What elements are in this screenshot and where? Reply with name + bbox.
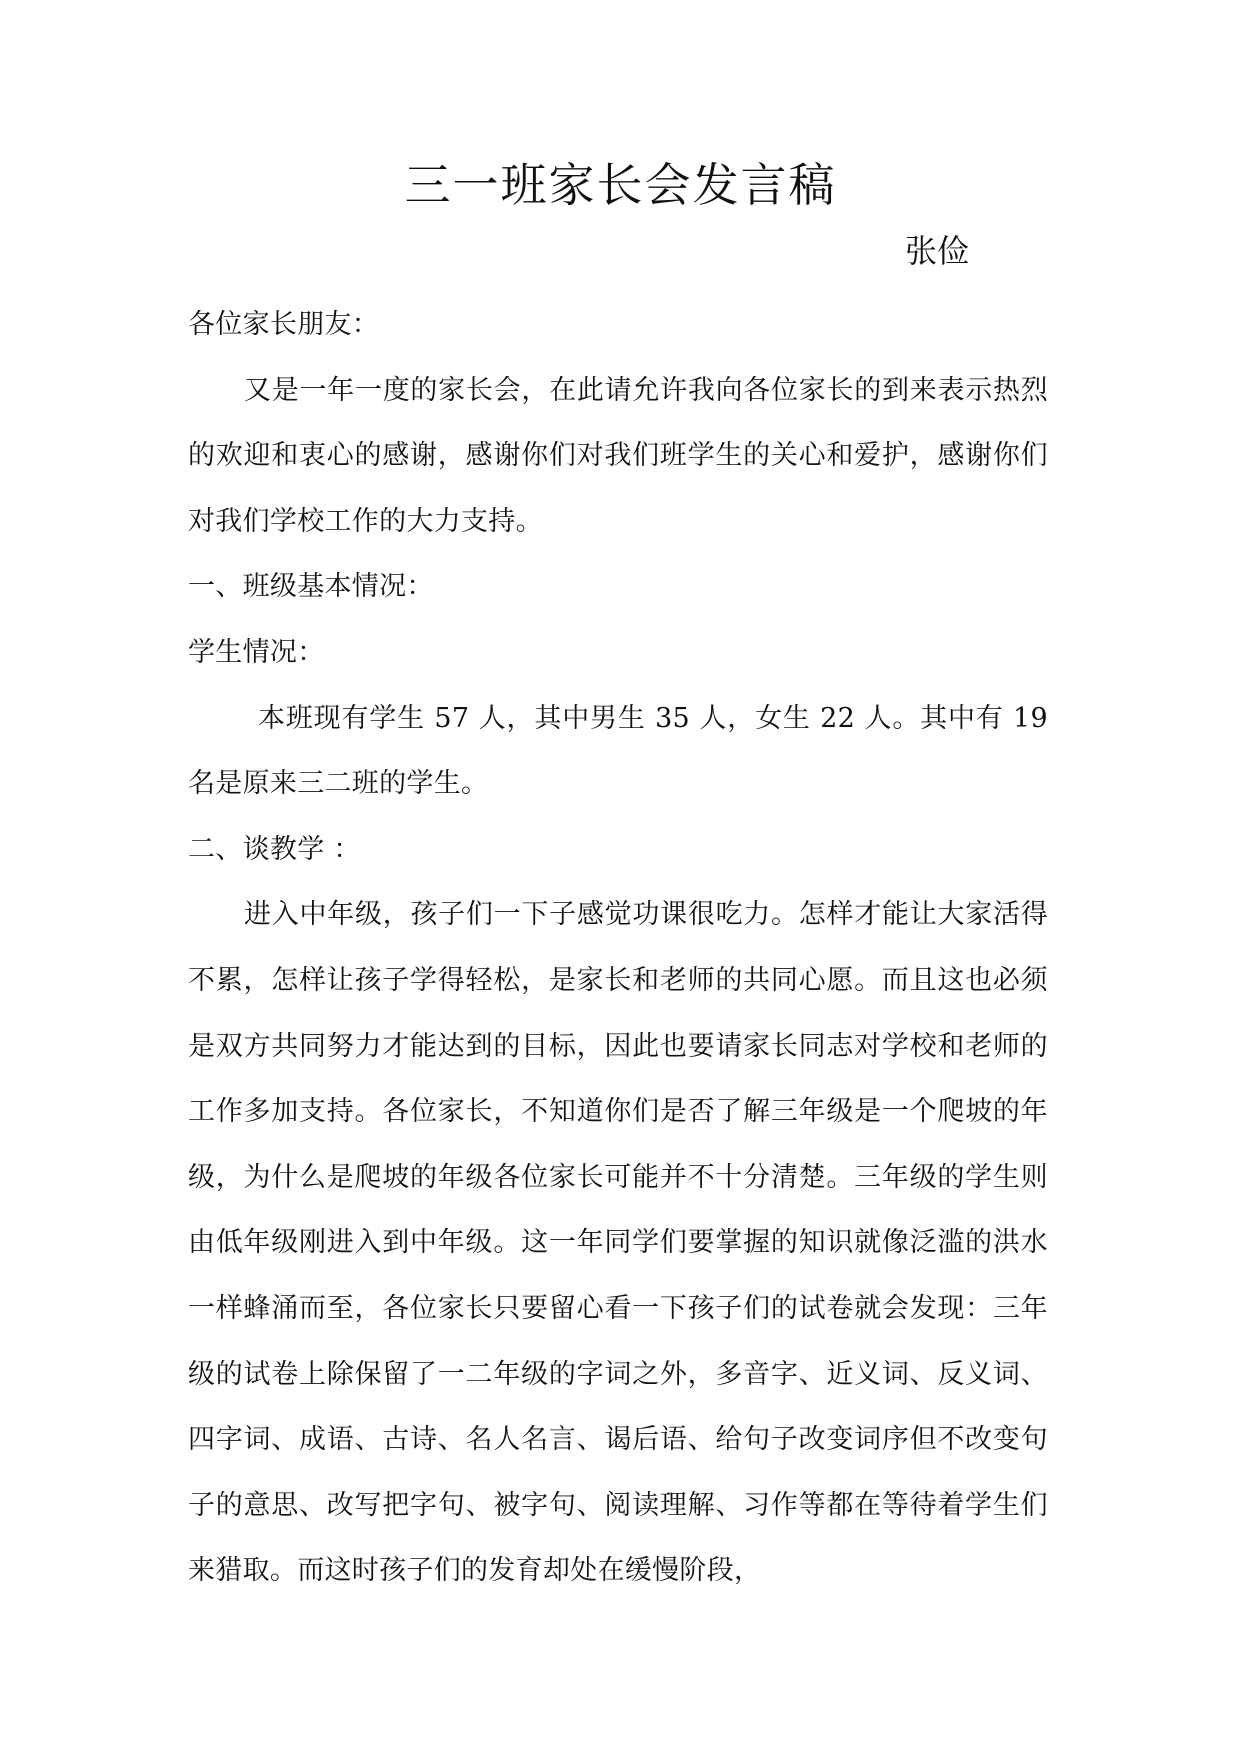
students-paragraph: 本班现有学生 57 人，其中男生 35 人，女生 22 人。其中有 19 名是原来三二班的学生。	[188, 702, 1048, 800]
section-heading-class-info: 一、班级基本情况：	[188, 571, 434, 603]
teaching-paragraph: 进入中年级，孩子们一下子感觉功课很吃力。怎样才能让大家活得不累，怎样让孩子学得轻松，是家长和老师的共同心愿。而且这也必须是双方共同努力才能达到的目标，因此也要请家长同志对学校和老师的工作多加支持。各位家长，不知道你们是否了解三年级是一个爬坡的年级，为什么是爬坡的年级各位家长可能并不十分清楚。三年级的学生则由低年级刚进入到中年级。这一年同学们要掌握的知识就像泛滥的洪水一样蜂涌而至，各位家长只要留心看一下孩子们的试卷就会发现：三年级的试卷上除保留了一二年级的字词之外，多音字、近义词、反义词、四字词、成语、古诗、名人名言、谒后语、给句子改变词序但不改变句子的意思、改写把字句、被字句、阅读理解、习作等都在等待着学生们来猎取。而这时孩子们的发育却处在缓慢阶段，	[188, 899, 1048, 1587]
greeting: 各位家长朋友：	[188, 309, 380, 340]
subheading-students: 学生情况：	[188, 636, 325, 668]
document-body	[188, 292, 1048, 1604]
author-name: 张俭	[905, 232, 970, 270]
document-title: 三一班家长会发言稿	[404, 158, 837, 212]
intro-paragraph: 又是一年一度的家长会，在此请允许我向各位家长的到来表示热烈的欢迎和衷心的感谢，感谢你们对我们班学生的关心和爱护，感谢你们对我们学校工作的大力支持。	[188, 374, 1048, 537]
section-heading-teaching: 二、谈教学 ：	[188, 833, 361, 865]
